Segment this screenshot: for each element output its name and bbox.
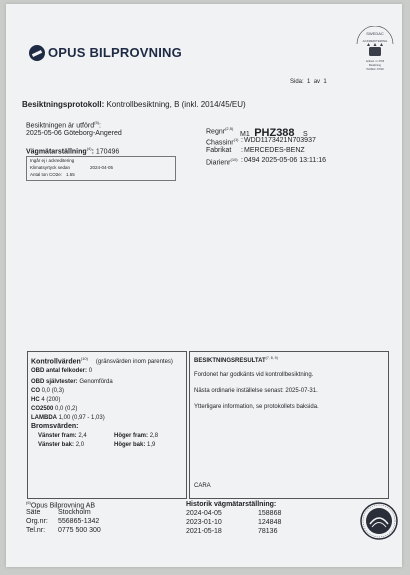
diary-row: Diarienr$^{(10)}$ : 0494 2025-05-06 13:11:16 xyxy=(206,157,326,167)
hc-row: HC 4 (200) xyxy=(31,397,61,403)
svg-text:Ackred. nr 4766: Ackred. nr 4766 xyxy=(365,60,385,63)
obd-self: OBD självtester: Genomförda xyxy=(31,379,113,385)
company-name: $^{(6)}$Opus Bilprovning AB xyxy=(26,500,96,510)
protocol-page xyxy=(6,4,402,567)
opus-logo-icon xyxy=(29,45,45,61)
environment-seal-logo xyxy=(360,502,398,540)
history-title: Historik vägmätarställning: xyxy=(186,501,277,508)
regnr-label: Regnr$^{(2,5)}$ xyxy=(206,126,234,136)
company-orgnr: Org.nr: 556865-1342 xyxy=(26,518,100,525)
swedac-accreditation-logo xyxy=(351,26,399,76)
control-title: Kontrollvärden$^{(10)}$ (gränsvärden inom parentes) xyxy=(31,356,173,366)
result-title: BESIKTNINGSRESULTAT$^{(7, 8, 9)}$ xyxy=(194,356,278,364)
svg-text:ACKREDITERING: ACKREDITERING xyxy=(362,39,388,43)
result-box xyxy=(189,351,389,499)
company-seat: Säte Stockholm xyxy=(26,509,91,516)
make-row: Fabrikat : MERCEDES-BENZ xyxy=(206,147,305,154)
brake-title: Bromsvärden: xyxy=(31,423,79,430)
result-line-2: Nästa ordinarie inställelse senast: 2025-07-31. xyxy=(194,388,318,394)
brake-front-left: Vänster fram: 2,4 xyxy=(38,433,87,439)
signature: CARA xyxy=(194,483,211,489)
regnr-value: M1 PHZ388 S xyxy=(240,127,308,139)
chassis-row: Chassinr$^{(1)}$ : WDD1173421N703937 xyxy=(206,137,316,147)
company-tel: Tel.nr: 0775 500 300 xyxy=(26,527,101,534)
result-line-1: Fordonet har godkänts vid kontrollbesiktning. xyxy=(194,372,314,378)
svg-text:ISO/IEC 17020: ISO/IEC 17020 xyxy=(366,68,384,71)
svg-text:Besiktning: Besiktning xyxy=(369,64,381,67)
brake-rear-left: Vänster bak: 2,0 xyxy=(38,442,85,448)
climate-box: Ingår ej i ackreditering Klimatsyrtyck sedan 2024-04-05 Antal ton CO2e: 1.55 xyxy=(26,156,176,181)
control-values-box xyxy=(27,351,187,499)
svg-text:SWEDAC: SWEDAC xyxy=(366,31,384,36)
brake-front-right: Höger fram: 2,8 xyxy=(114,433,159,439)
performed-label: Besiktningen är utförd$^{(5)}$: xyxy=(26,120,101,130)
brake-rear-right: Höger bak: 1,9 xyxy=(114,442,156,448)
history-row: 2021-05-18 78136 xyxy=(186,528,278,535)
co-row: CO 0,0 (0,3) xyxy=(31,388,65,394)
history-row: 2023-01-10 124848 xyxy=(186,519,282,526)
lambda-row: LAMBDA 1,00 (0,97 - 1,03) xyxy=(31,415,105,421)
odometer: Vägmätarställning$^{(4)}$: 170496 xyxy=(26,146,120,156)
protocol-title: Besiktningsprotokoll: Kontrollbesiktning, B (inkl. 2014/45/EU) xyxy=(22,100,246,109)
page-counter: Sida: 1 av 1 xyxy=(290,79,327,85)
obd-faults: OBD antal felkoder: 0 xyxy=(31,368,93,374)
performed-value: 2025-05-06 Göteborg-Angered xyxy=(26,130,122,137)
history-row: 2024-04-05 158868 xyxy=(186,510,282,517)
logo-text: OPUS BILPROVNING xyxy=(48,45,182,60)
co2500-row: CO2500 0,0 (0,2) xyxy=(31,406,78,412)
result-line-3: Ytterligare information, se protokollets baksida. xyxy=(194,404,319,410)
